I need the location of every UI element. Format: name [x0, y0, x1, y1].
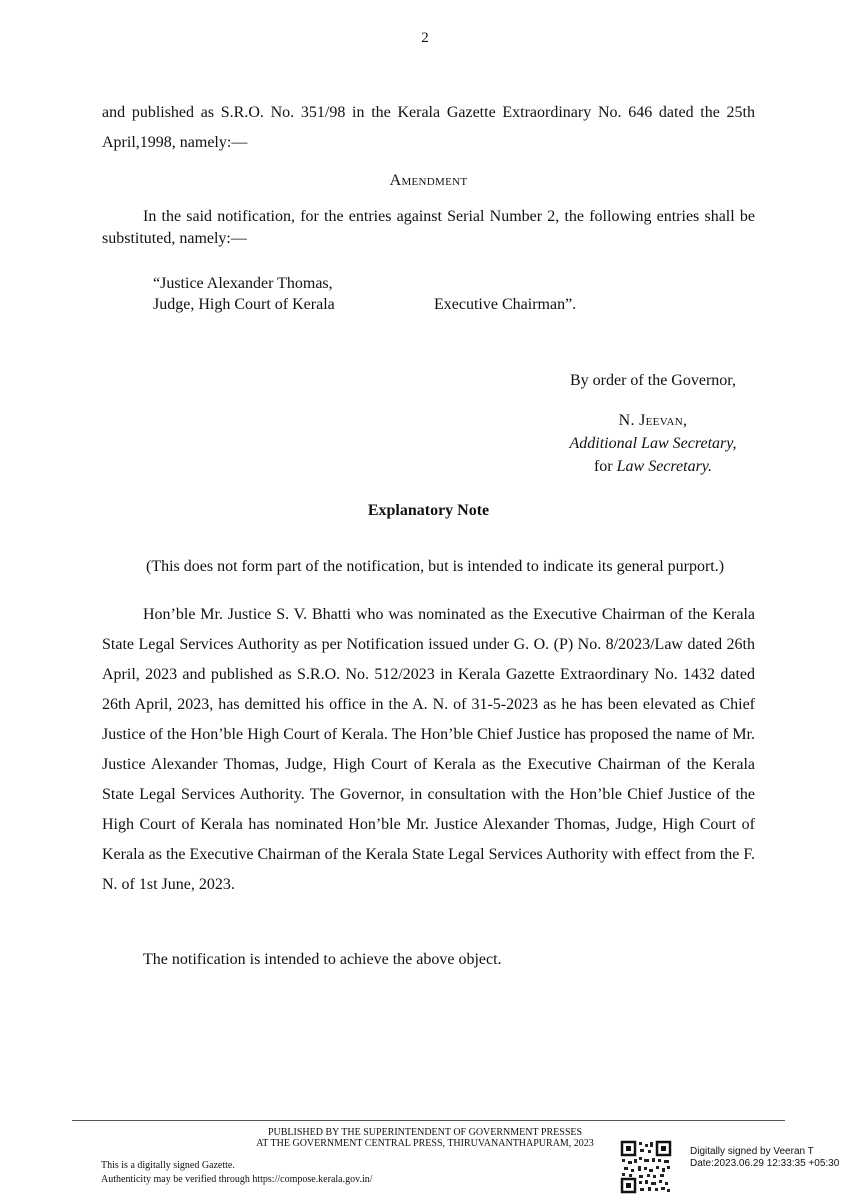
digital-signature-block: [690, 1146, 839, 1170]
closing-statement: The notification is intended to achieve the above object.: [143, 951, 502, 968]
page-number: 2: [421, 30, 429, 46]
signatory-name: N. Jeevan,: [618, 412, 688, 429]
signature-order: By order of the Governor,: [570, 372, 736, 389]
explanatory-body: Hon’ble Mr. Justice S. V. Bhatti who was nominated as the Executive Chairman of the Kerala State Legal Services Authority as per Notification issued under G. O. (P) No. 8/2023/Law dated 26th April, 2023 and published as S.R.O. No. 512/2023 in Kerala Gazette Extraordinary No. 1432 dated 26th April, 2023, has demitted his office in the A. N. of 31-5-2023 as he has been elevated as Chief Justice of the Hon’ble High Court of Kerala. The Hon’ble Chief Justice has proposed the name of Mr. Justice Alexander Thomas, Judge, High Court of Kerala as the Executive Chairman of the Kerala State Legal Services Authority. The Governor, in consultation with the Hon’ble Chief Justice of the High Court of Kerala has nominated Hon’ble Mr. Justice Alexander Thomas, Judge, High Court of Kerala as the Executive Chairman of the Kerala State Legal Services Authority with effect from the F. N. of 1st June, 2023.: [102, 606, 755, 893]
signed-date: Date:2023.06.29 12:33:35 +05:30: [690, 1158, 840, 1169]
publisher-line-1: PUBLISHED BY THE SUPERINTENDENT OF GOVERNMENT PRESSES: [267, 1127, 583, 1138]
amendment-heading: Amendment: [389, 172, 468, 189]
footer-divider: [72, 1120, 785, 1121]
explanatory-heading: Explanatory Note: [367, 502, 490, 519]
digital-note-1: This is a digitally signed Gazette.: [101, 1160, 235, 1171]
publisher-line-2: AT THE GOVERNMENT CENTRAL PRESS, THIRUVANANTHAPURAM, 2023: [256, 1138, 594, 1149]
entry-name: “Justice Alexander Thomas,: [153, 275, 333, 292]
entry-office: Judge, High Court of Kerala: [153, 296, 335, 313]
intro-paragraph: and published as S.R.O. No. 351/98 in the Kerala Gazette Extraordinary No. 646 dated the 25th April,1998, namely:—: [102, 104, 755, 151]
for-prefix: for: [593, 458, 613, 475]
for-title: Law Secretary.: [616, 458, 713, 475]
explanatory-disclaimer: (This does not form part of the notification, but is intended to indicate its general purport.): [146, 558, 725, 575]
qr-code-icon: [620, 1140, 672, 1194]
signed-by: Digitally signed by Veeran T: [690, 1146, 814, 1157]
signatory-for-line: [540, 455, 766, 478]
entry-role: Executive Chairman”.: [434, 296, 577, 313]
amendment-text: In the said notification, for the entries against Serial Number 2, the following entries shall be substituted, namely:—: [102, 208, 755, 247]
digital-note-2: Authenticity may be verified through https://compose.kerala.gov.in/: [101, 1174, 373, 1185]
signatory-designation: Additional Law Secretary,: [569, 435, 737, 452]
